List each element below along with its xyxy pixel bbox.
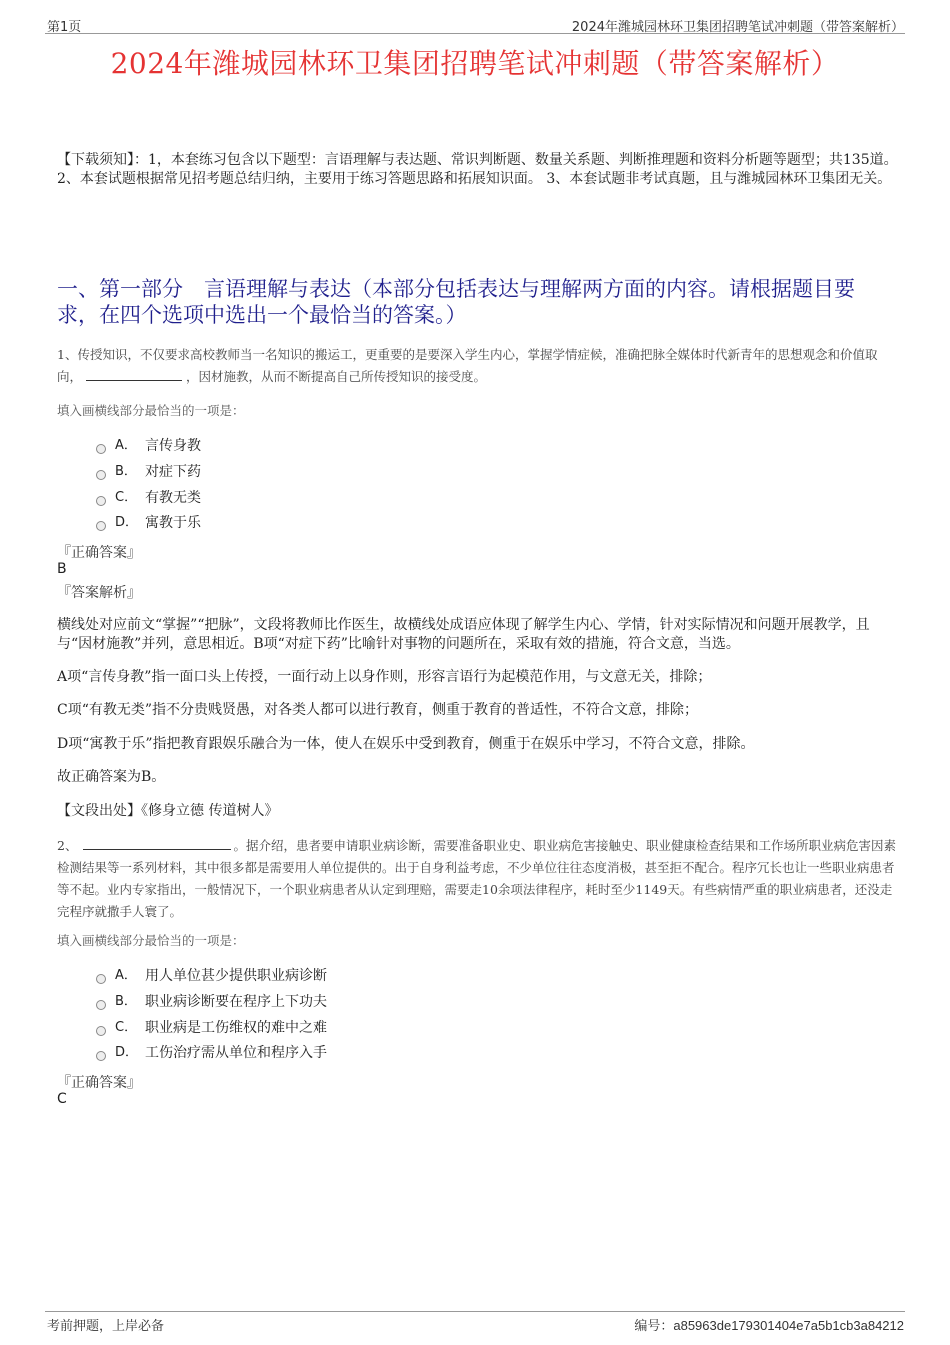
question-1-analysis-label: 『答案解析』 [57,585,141,601]
radio-icon[interactable] [96,521,106,531]
radio-icon[interactable] [96,496,106,506]
question-2-number: 2、 [57,838,78,853]
question-1-prompt: 填入画横线部分最恰当的一项是： [57,403,245,418]
question-1-text [57,344,898,388]
analysis-paragraph-2: A项“言传身教”指一面口头上传授，一面行动上以身作则，形容言语行为起模范作用，与文意无关，排除； [57,669,712,685]
question-1-answer-label: 『正确答案』 [57,545,141,561]
radio-icon[interactable] [96,1026,106,1036]
question-2-answer: C [57,1091,67,1107]
page-number: 第1页 [47,20,82,35]
radio-icon[interactable] [96,1051,106,1061]
radio-icon[interactable] [96,470,106,480]
footer-slogan: 考前押题，上岸必备 [47,1319,165,1334]
analysis-paragraph-3: C项“有教无类”指不分贵贱贤愚，对各类人都可以进行教育，侧重于教育的普适性，不符合文意，排除； [57,702,699,718]
radio-icon[interactable] [96,974,106,984]
question-2-prompt: 填入画横线部分最恰当的一项是： [57,933,245,948]
footer-code-value: a85963de179301404e7a5b1cb3a84212 [673,1318,904,1333]
question-2-option-a[interactable]: A． 用人单位甚少提供职业病诊断 [96,966,327,986]
analysis-paragraph-1: 横线处对应前文“掌握”“把脉”，文段将教师比作医生，故横线处成语应体现了解学生内心、学情，针对实际情况和问题开展教学，且与“因材施教”并列，意思相近。B项“对症下药”比喻针对事物的问题所在，采取有效的措施，符合文意，当选。 [57,617,870,652]
document-title: 2024年潍城园林环卫集团招聘笔试冲刺题（带答案解析） [110,47,840,80]
question-1-option-d[interactable]: D． 寓教于乐 [96,513,201,533]
header-divider [45,33,905,34]
question-1-answer: B [57,561,67,577]
source-citation: 【文段出处】《修身立德 传道树人》 [57,803,279,819]
question-1-option-a[interactable]: A． 言传身教 [96,436,201,456]
question-2-text [57,835,898,923]
question-1-stem-after: ，因材施教，从而不断提高自己所传授知识的接受度。 [186,369,487,384]
question-2-answer-label: 『正确答案』 [57,1075,141,1091]
question-2-option-c[interactable]: C． 职业病是工伤维权的难中之难 [96,1018,327,1038]
analysis-paragraph-4: D项“寓教于乐”指把教育跟娱乐融合为一体，使人在娱乐中受到教育，侧重于在娱乐中学习，不符合文意，排除。 [57,736,755,752]
question-1-option-b[interactable]: B． 对症下药 [96,462,201,482]
footer-code [634,1315,904,1334]
radio-icon[interactable] [96,1000,106,1010]
question-2-option-d[interactable]: D． 工伤治疗需从单位和程序入手 [96,1043,327,1063]
question-2-stem: 。据介绍，患者要申请职业病诊断，需要准备职业史、职业病危害接触史、职业健康检查结果和工作场所职业病危害因素检测结果等一系列材料，其中很多都是需要用人单位提供的。出于自身利益考虑，不少单位往往态度消极，甚至拒不配合。程序冗长也让一些职业病患者等不起。业内专家指出，一般情况下，一个职业病患者从认定到理赔，需要走10余项法律程序，耗时至少1149天。有些病情严重的职业病患者，还没走完程序就撒手人寰了。 [57,838,896,919]
analysis-conclusion: 故正确答案为B。 [57,769,166,785]
question-2-option-b[interactable]: B． 职业病诊断要在程序上下功夫 [96,992,327,1012]
header-doc-title: 2024年潍城园林环卫集团招聘笔试冲刺题（带答案解析） [571,20,904,35]
fill-blank [83,836,231,850]
footer-code-label: 编号： [634,1319,674,1334]
question-1-option-c[interactable]: C． 有教无类 [96,488,201,508]
fill-blank [86,367,182,381]
question-1-stem-before: 1、传授知识，不仅要求高校教师当一名知识的搬运工，更重要的是要深入学生内心，掌握学情症候，准确把脉全媒体时代新青年的思想观念和价值取向， [57,347,878,384]
footer-divider [45,1311,905,1312]
radio-icon[interactable] [96,444,106,454]
section-heading: 一、第一部分 言语理解与表达（本部分包括表达与理解两方面的内容。请根据题目要求，在四个选项中选出一个最恰当的答案。） [57,277,855,327]
download-notice: 【下载须知】：1，本套练习包含以下题型：言语理解与表达题、常识判断题、数量关系题、判断推理题和资料分析题等题型；共135道。 2、本套试题根据常见招考题总结归纳，主要用于练习答题思路和拓展知识面。 3、本套试题非考试真题，且与潍城园林环卫集团无关。 [57,152,898,187]
